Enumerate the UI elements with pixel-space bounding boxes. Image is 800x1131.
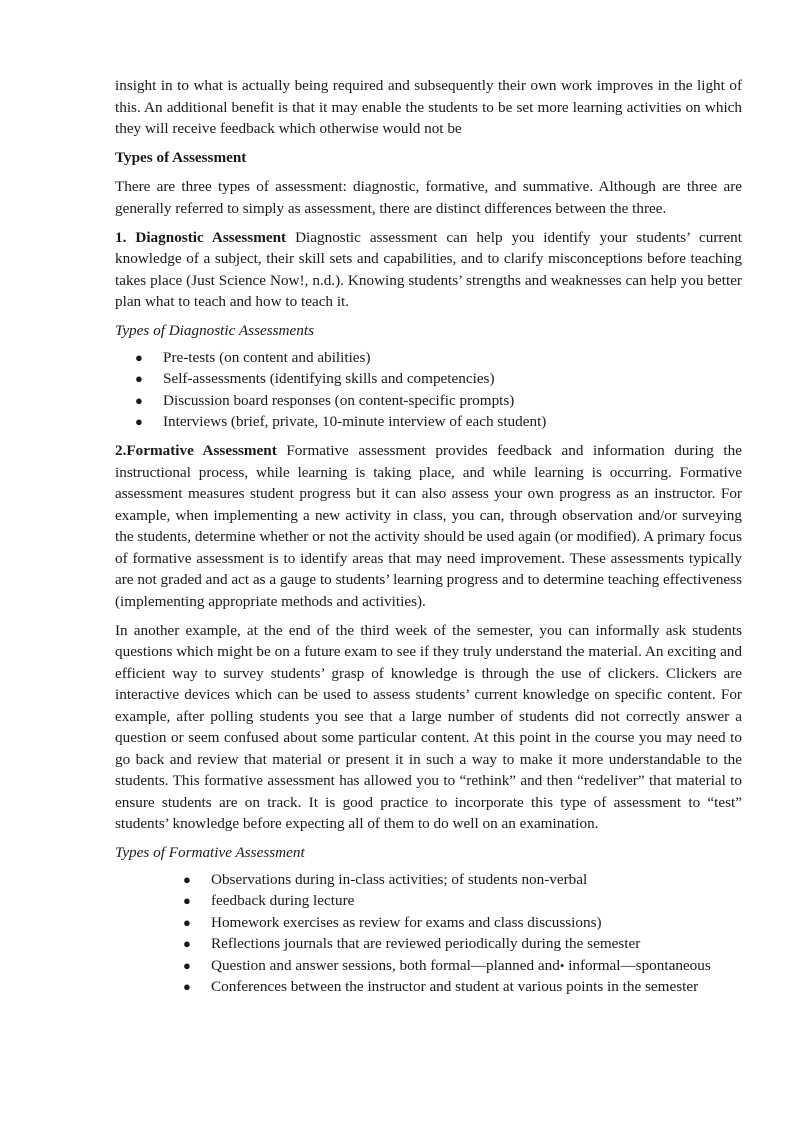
bullet-icon: ● [183,979,191,994]
list-item: ● Self-assessments (identifying skills and competencies) [135,368,742,390]
list-item: ● Conferences between the instructor and student at various points in the semester [183,976,742,998]
bullet-icon: ● [183,893,191,908]
list-item: ● Question and answer sessions, both formal—planned and• informal—spontaneous [183,955,742,977]
formative-list [115,869,742,998]
bullet-icon: ● [135,392,143,408]
list-item: ● Pre-tests (on content and abilities) [135,347,742,369]
formative-subhead: Types of Formative Assessment [115,844,305,861]
bullet-icon: ● [135,414,143,429]
list-item: ● Interviews (brief, private, 10-minute interview of each student) [135,411,742,433]
diagnostic-list [115,347,742,433]
types-heading: Types of Assessment [115,149,247,166]
bullet-icon: ● [135,349,143,365]
bullet-icon: ● [183,936,191,951]
list-item: ● Homework exercises as review for exams and class discussions) [183,912,742,934]
list-item: ● Discussion board responses (on content-specific prompts) [135,390,742,412]
list-item: ● feedback during lecture [183,890,742,912]
formative-example-paragraph: In another example, at the end of the third week of the semester, you can informally ask students questions which might be on a future exam to see if they truly understand the material. An exciting and efficient way to survey students’ grasp of knowledge is through the use of clickers. Clickers are interactive devices which can be used to assess students’ current knowledge on specific content. For example, after polling students you see that a large number of students did not correctly answer a question or seem confused about some particular content. At this point in the course you may need to go back and review that material or present it in such a way to make it more understandable to the students. This formative assessment has allowed you to “rethink” and then “redeliver” that material to ensure students are on track. It is good practice to incorporate this type of assessment to “test” students’ knowledge before expecting all of them to do well on an examination. [115,621,742,832]
intro-paragraph: insight in to what is actually being required and subsequently their own work improves in the light of this. An additional benefit is that it may enable the students to be set more learning activities on which they will receive feedback which otherwise would not be [115,77,742,137]
formative-text: Formative assessment provides feedback and information during the instructional process, while learning is taking place, and while learning is occurring. Formative assessment measures student progress but it can also assess your own progress as an instructor. For example, when implementing a new activity in class, you can, through observation and/or surveying the students, determine whether or not the activity should be used again (or modified). A primary focus of formative assessment is to identify areas that may need improvement. These assessments typically are not graded and act as a gauge to students’ learning progress and to determine teaching effectiveness (implementing appropriate methods and activities). [115,442,742,610]
diagnostic-paragraph [115,227,742,313]
diagnostic-text: Diagnostic assessment can help you identify your students’ current knowledge of a subject, their skill sets and capabilities, and to clarify misconceptions before teaching takes place (Just Science Now!, n.d.). Knowing students’ strengths and weaknesses can help you better plan what to teach and how to teach it. [115,228,742,310]
formative-paragraph [115,440,742,612]
formative-title: 2.Formative Assessment [115,442,277,459]
bullet-icon: ● [183,871,191,887]
bullet-icon: ● [135,371,143,386]
list-item: ● Reflections journals that are reviewed periodically during the semester [183,933,742,955]
bullet-icon: ● [183,957,191,973]
list-item: ● Observations during in-class activities; of students non-verbal [183,869,742,891]
bullet-icon: ● [183,914,191,930]
types-intro-paragraph: There are three types of assessment: diagnostic, formative, and summative. Although are three are generally referred to simply as assessment, there are distinct differences between the three. [115,178,742,217]
inline-bullet-icon: • [559,957,565,973]
diagnostic-subhead: Types of Diagnostic Assessments [115,322,314,339]
diagnostic-title: 1. Diagnostic Assessment [115,228,287,246]
